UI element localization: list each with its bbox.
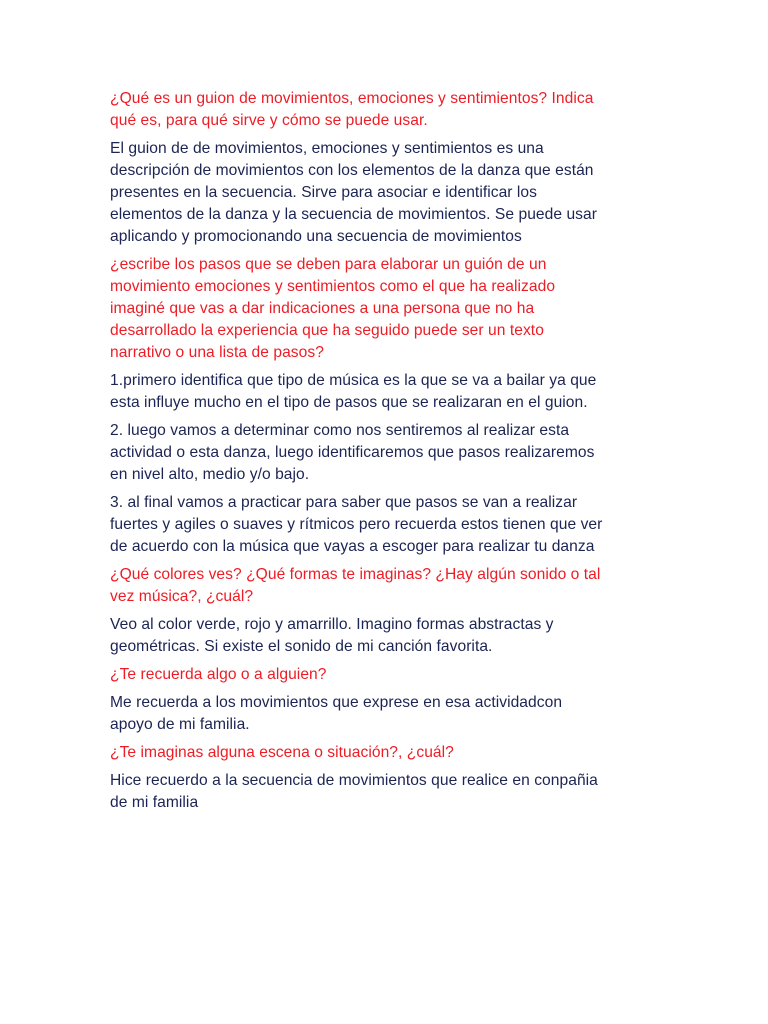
answer-step-2: 2. luego vamos a determinar como nos sentiremos al realizar esta actividad o esta danza, luego identificaremos que pasos realizaremos en nivel alto, medio y/o bajo. — [110, 422, 595, 483]
question-paragraph: ¿Te recuerda algo o a alguien? — [110, 666, 327, 683]
answer-step-1: 1.primero identifica que tipo de música es la que se va a bailar ya que esta influye mucho en el tipo de pasos que se realizaran en el guion. — [110, 372, 597, 411]
question-paragraph: ¿Te imaginas alguna escena o situación?, ¿cuál? — [110, 744, 454, 761]
answer-paragraph: Hice recuerdo a la secuencia de movimientos que realice en conpañia de mi familia — [110, 772, 598, 811]
answer-paragraph: El guion de de movimientos, emociones y sentimientos es una descripción de movimientos con los elementos de la danza que están presentes en la secuencia. Sirve para asociar e identificar los elementos de la danza y la secuencia de movimientos. Se puede usar aplicando y promocionando una secuencia de movimientos — [110, 140, 597, 245]
answer-paragraph: Veo al color verde, rojo y amarrillo. Imagino formas abstractas y geométricas. Si existe el sonido de mi canción favorita. — [110, 616, 554, 655]
question-paragraph: ¿Qué es un guion de movimientos, emociones y sentimientos? Indica qué es, para qué sirve y cómo se puede usar. — [110, 90, 594, 129]
question-paragraph: ¿escribe los pasos que se deben para elaborar un guión de un movimiento emociones y sentimientos como el que ha realizado imaginé que vas a dar indicaciones a una persona que no ha desarrollado la experiencia que ha seguido puede ser un texto narrativo o una lista de pasos? — [110, 256, 556, 361]
answer-step-3: 3. al final vamos a practicar para saber que pasos se van a realizar fuertes y agiles o suaves y rítmicos pero recuerda estos tienen que ver de acuerdo con la música que vayas a escoger para realizar tu danza — [110, 494, 603, 555]
answer-paragraph: Me recuerda a los movimientos que exprese en esa actividadcon apoyo de mi familia. — [110, 694, 563, 733]
question-paragraph: ¿Qué colores ves? ¿Qué formas te imaginas? ¿Hay algún sonido o tal vez música?, ¿cuál? — [110, 566, 601, 605]
document-body — [110, 88, 670, 820]
